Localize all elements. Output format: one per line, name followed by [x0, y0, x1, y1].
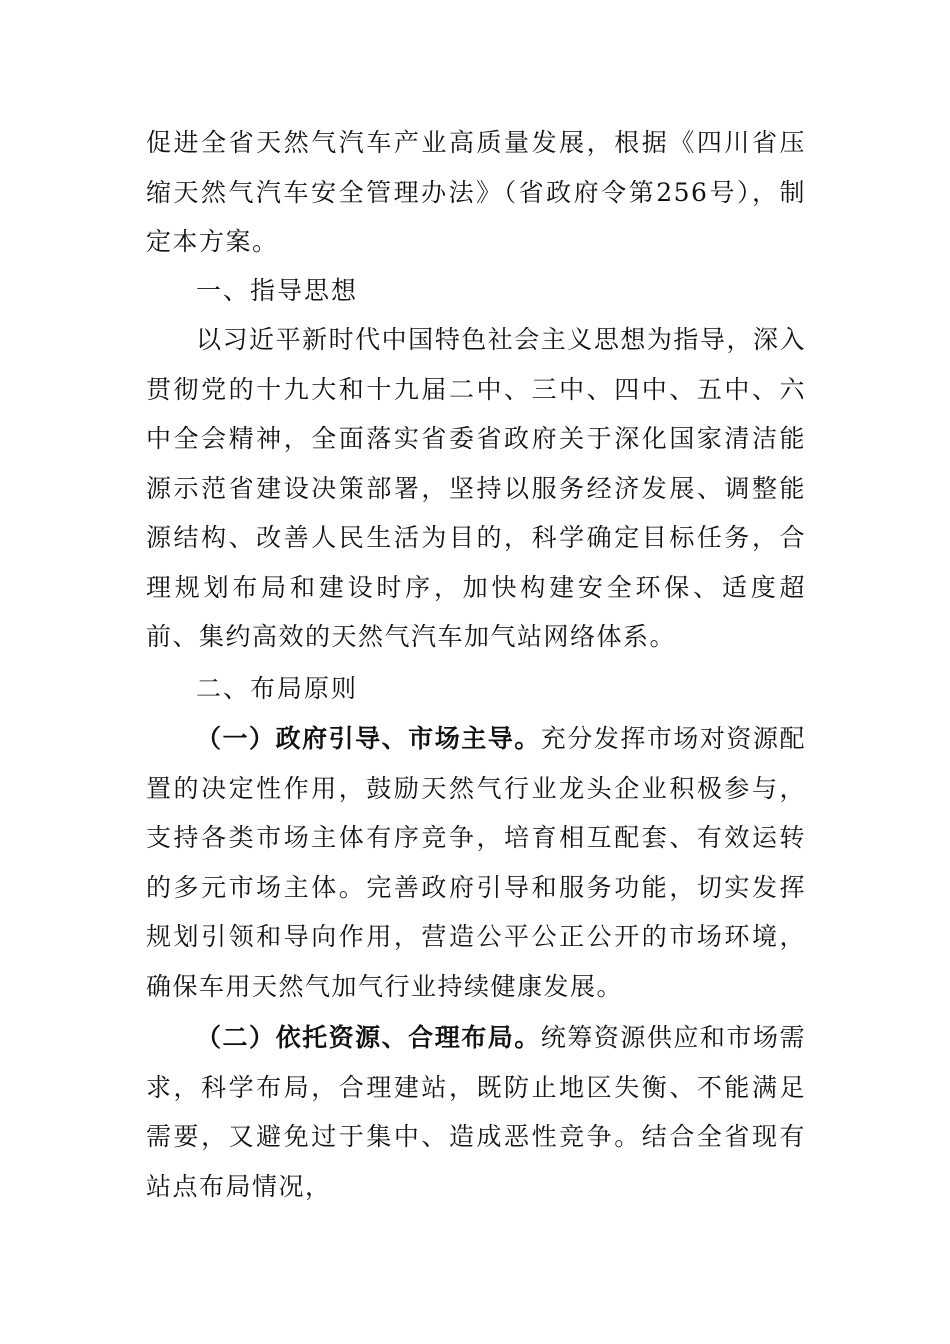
subsection-2-body: 统筹资源供应和市场需求，科学布局，合理建站，既防止地区失衡、不能满足需要，又避免过于集中、造成恶性竞争。结合全省现有站点布局情况，: [146, 1023, 806, 1201]
section-1-paragraph: 以习近平新时代中国特色社会主义思想为指导，深入贯彻党的十九大和十九届二中、三中、四中、五中、六中全会精神，全面落实省委省政府关于深化国家清洁能源示范省建设决策部署，坚持以服务经济发展、调整能源结构、改善人民生活为目的，科学确定目标任务，合理规划布局和建设时序，加快构建安全环保、适度超前、集约高效的天然气汽车加气站网络体系。: [146, 325, 806, 651]
subsection-1-block: [146, 714, 806, 1011]
subsection-2-block: [146, 1013, 806, 1211]
section-1-paragraph-block: [146, 315, 806, 662]
subsection-1-paragraph: [146, 714, 806, 1011]
subsection-2-lead: （二）依托资源、合理布局。: [196, 1023, 541, 1052]
section-2-heading-block: [146, 664, 806, 714]
subsection-1-lead: （一）政府引导、市场主导。: [196, 724, 541, 753]
section-2-heading: 二、布局原则: [196, 674, 359, 703]
section-1-heading: 一、指导思想: [196, 276, 359, 305]
intro-paragraph-block: [146, 118, 806, 267]
subsection-2-paragraph: [146, 1013, 806, 1211]
subsection-1-body: 充分发挥市场对资源配置的决定性作用，鼓励天然气行业龙头企业积极参与，支持各类市场主体有序竞争，培育相互配套、有效运转的多元市场主体。完善政府引导和服务功能，切实发挥规划引领和导向作用，营造公平公正公开的市场环境，确保车用天然气加气行业持续健康发展。: [146, 724, 806, 1001]
section-1-heading-block: [146, 266, 806, 316]
intro-paragraph: 促进全省天然气汽车产业高质量发展，根据《四川省压缩天然气汽车安全管理办法》（省政府令第256号），制定本方案。: [146, 128, 806, 256]
